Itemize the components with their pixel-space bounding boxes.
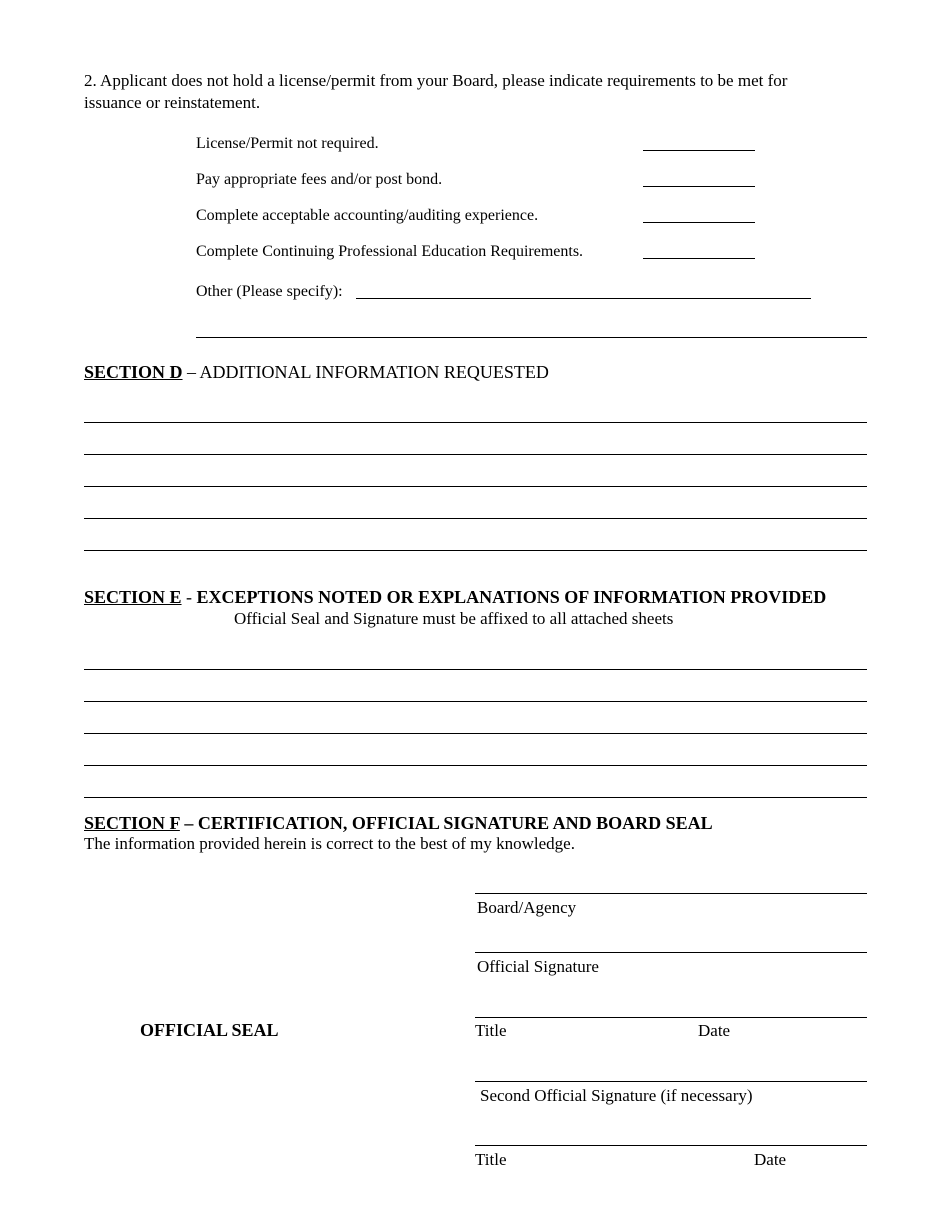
section-f-heading <box>84 812 713 834</box>
option-blank-experience[interactable] <box>643 222 755 223</box>
section-f-title: – CERTIFICATION, OFFICIAL SIGNATURE AND BOARD SEAL <box>179 813 713 833</box>
section-e-line-5[interactable] <box>84 797 867 798</box>
option-label-experience: Complete acceptable accounting/auditing experience. <box>196 207 539 224</box>
section-d-label: SECTION D <box>84 362 183 382</box>
option-label-fees: Pay appropriate fees and/or post bond. <box>196 171 443 188</box>
section-e-line-2[interactable] <box>84 701 867 702</box>
section-d-heading <box>84 361 549 383</box>
section-d-line-4[interactable] <box>84 518 867 519</box>
section-e-separator: - <box>181 587 197 607</box>
section-f-label: SECTION F <box>84 813 180 833</box>
official-signature-field[interactable] <box>475 952 867 953</box>
other-continuation-line[interactable] <box>196 337 867 338</box>
title-label: Title <box>475 1021 507 1040</box>
section-f-statement: The information provided herein is correct to the best of my knowledge. <box>84 834 575 853</box>
option-label-not-required: License/Permit not required. <box>196 135 379 152</box>
section-e-line-3[interactable] <box>84 733 867 734</box>
second-signature-label: Second Official Signature (if necessary) <box>480 1086 753 1105</box>
board-agency-field[interactable] <box>475 893 867 894</box>
second-title-date-field[interactable] <box>475 1145 867 1146</box>
section-d-line-3[interactable] <box>84 486 867 487</box>
section-d-line-2[interactable] <box>84 454 867 455</box>
section-e-line-4[interactable] <box>84 765 867 766</box>
section-e-line-1[interactable] <box>84 669 867 670</box>
official-seal-label: OFFICIAL SEAL <box>140 1020 279 1040</box>
second-date-label: Date <box>754 1150 787 1169</box>
section-e-heading <box>84 586 826 608</box>
official-signature-label: Official Signature <box>477 957 599 976</box>
other-label: Other (Please specify): <box>196 283 343 300</box>
section-d-line-5[interactable] <box>84 550 867 551</box>
section-e-title: EXCEPTIONS NOTED OR EXPLANATIONS OF INFORMATION PROVIDED <box>196 587 827 607</box>
section-e-label: SECTION E <box>84 587 182 607</box>
option-blank-not-required[interactable] <box>643 150 755 151</box>
section-e-note: Official Seal and Signature must be affixed to all attached sheets <box>234 609 674 628</box>
date-label: Date <box>698 1021 731 1040</box>
option-blank-fees[interactable] <box>643 186 755 187</box>
item2-text-line1: 2. Applicant does not hold a license/permit from your Board, please indicate requirements to be met for <box>84 71 788 90</box>
section-d-title: – ADDITIONAL INFORMATION REQUESTED <box>182 362 549 382</box>
board-agency-label: Board/Agency <box>477 898 577 917</box>
item2-text-line2: issuance or reinstatement. <box>84 93 261 112</box>
second-signature-field[interactable] <box>475 1081 867 1082</box>
second-title-label: Title <box>475 1150 507 1169</box>
title-date-field[interactable] <box>475 1017 867 1018</box>
option-blank-cpe[interactable] <box>643 258 755 259</box>
option-label-cpe: Complete Continuing Professional Education Requirements. <box>196 243 584 260</box>
other-specify-field[interactable] <box>356 298 811 299</box>
section-d-line-1[interactable] <box>84 422 867 423</box>
